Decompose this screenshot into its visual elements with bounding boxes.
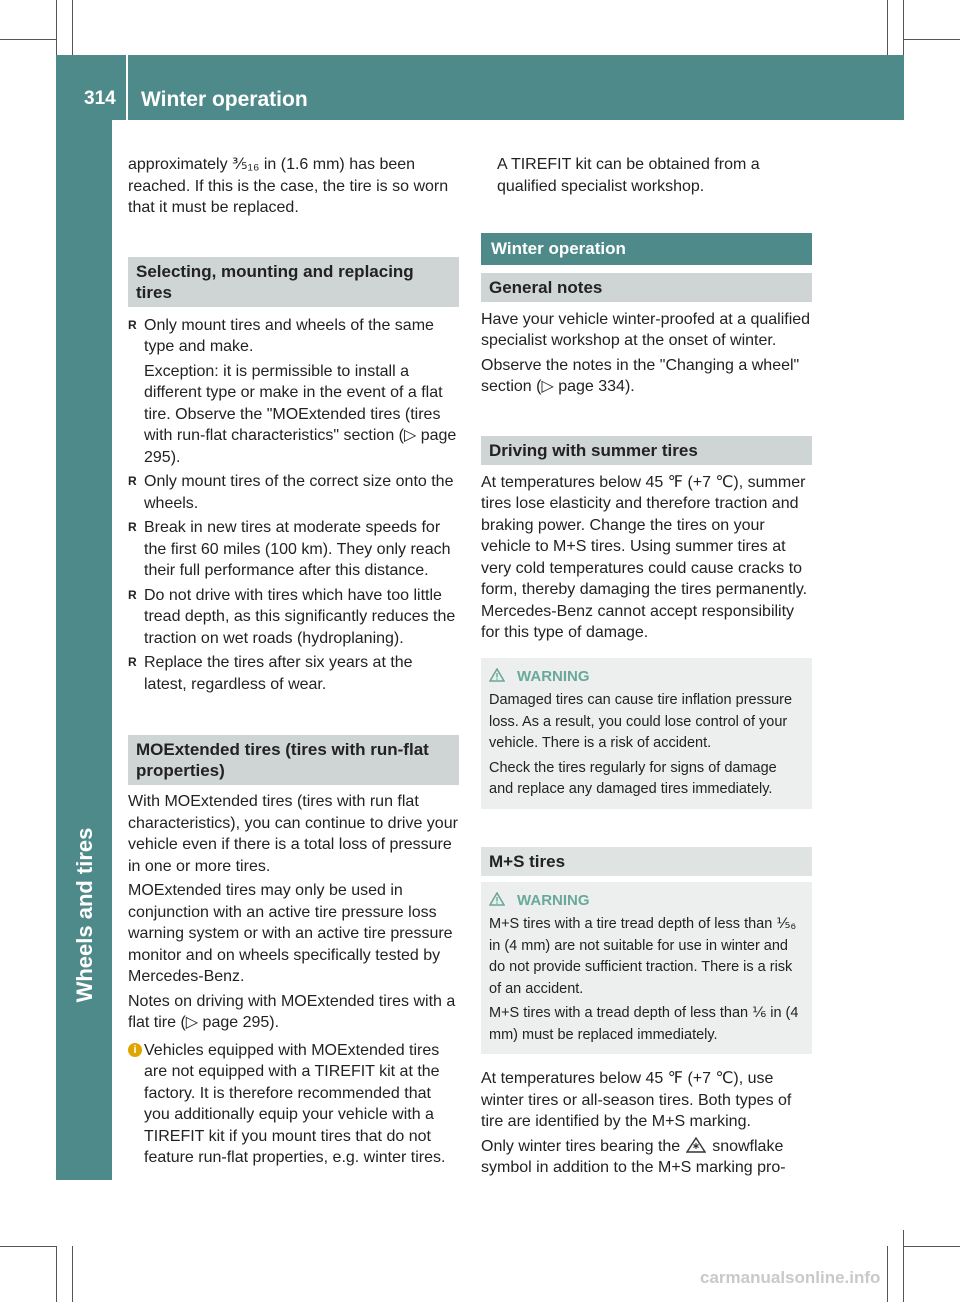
- crop-mark: [0, 1246, 56, 1247]
- warning-title: WARNING: [517, 667, 590, 685]
- info-note: [128, 1040, 459, 1169]
- crop-mark: [72, 1246, 73, 1302]
- warning-box: [481, 882, 812, 1055]
- list-item: R Only mount tires of the correct size onto the wheels.: [128, 471, 459, 514]
- warning-text: M+S tires with a tire tread depth of less than ⅕₆ in (4 mm) are not suitable for use in winter and do not provide sufficient traction. There is a risk of an accident.: [489, 916, 797, 997]
- section-title-ms-tires: M+S tires: [481, 847, 812, 876]
- crop-mark: [56, 1246, 57, 1302]
- warning-title: WARNING: [517, 891, 590, 909]
- tirefit-note: A TIREFIT kit can be obtained from a qualified specialist workshop.: [497, 156, 760, 195]
- crop-mark: [904, 39, 960, 40]
- crop-mark: [887, 0, 888, 55]
- paragraph: With MOExtended tires (tires with run flat characteristics), you can continue to drive your vehicle even if there is a total loss of pressure in one or more tires.: [128, 793, 458, 875]
- paragraph: At temperatures below 45 ℉ (+7 ℃), use winter tires or all-season tires. Both types of tire are identified by the M+S marking.: [481, 1070, 792, 1130]
- section-title-general-notes: General notes: [481, 273, 812, 302]
- info-note-text: Vehicles equipped with MOExtended tires are not equipped with a TIREFIT kit at the factory. It is therefore recommended that you additionally equip your vehicle with a TIREFIT kit if you mount tires that do not feature run-flat properties, e.g. winter tires.: [144, 1041, 446, 1166]
- warning-icon: [489, 892, 505, 906]
- section-title-selecting: Selecting, mounting and replacing tires: [128, 257, 459, 307]
- info-icon: i: [128, 1043, 142, 1057]
- snowflake-mountain-icon: [686, 1137, 706, 1153]
- paragraph: Have your vehicle winter-proofed at a qualified specialist workshop at the onset of winter.: [481, 310, 811, 349]
- warning-text: M+S tires with a tread depth of less than ⅙ in (4 mm) must be replaced immediately.: [489, 1005, 799, 1043]
- paragraph-text: Only winter tires bearing the: [481, 1137, 681, 1155]
- paragraph: [481, 1136, 812, 1179]
- paragraph: Observe the notes in the "Changing a wheel" section (▷ page 334).: [481, 356, 800, 395]
- crop-mark: [887, 1246, 888, 1302]
- list-item: R Do not drive with tires which have too little tread depth, as this significantly reduces the traction on wet roads (hydroplaning).: [128, 585, 459, 650]
- paragraph: Notes on driving with MOExtended tires with a flat tire (▷ page 295).: [128, 992, 456, 1031]
- watermark: carmanualsonline.info: [700, 1268, 881, 1287]
- warning-box: [481, 658, 812, 809]
- crop-mark: [0, 39, 56, 40]
- crop-mark: [903, 0, 904, 55]
- warning-text: Check the tires regularly for signs of damage and replace any damaged tires immediately.: [489, 759, 777, 797]
- warning-header: [489, 890, 804, 913]
- list-item: R Replace the tires after six years at the latest, regardless of wear.: [128, 652, 459, 695]
- paragraph: At temperatures below 45 ℉ (+7 ℃), summer tires lose elasticity and therefore traction and braking power. Change the tires on your vehicle to M+S tires. Using summer tires at very cold temperatures could cause cracks to form, thereby damaging the tires permanently. Mercedes-Benz cannot accept responsibility for this type of damage.: [481, 473, 808, 641]
- warning-icon: [489, 668, 505, 682]
- section-title-moextended: MOExtended tires (tires with run-flat properties): [128, 735, 459, 785]
- header-divider: [126, 55, 128, 120]
- left-column: [128, 154, 459, 1169]
- list-item: R Only mount tires and wheels of the same type and make.: [128, 315, 459, 358]
- warning-header: [489, 666, 804, 689]
- section-title-winter-operation: Winter operation: [481, 233, 812, 265]
- crop-mark: [72, 0, 73, 55]
- paragraph-text: snowflake symbol in addition to the M+S marking pro-: [481, 1137, 786, 1176]
- page-title: Winter operation: [141, 88, 308, 111]
- intro-paragraph: approximately ⅗₁₆ in (1.6 mm) has been reached. If this is the case, the tire is so worn that it must be replaced.: [128, 156, 449, 216]
- section-title-summer-tires: Driving with summer tires: [481, 436, 812, 465]
- crop-mark: [904, 1246, 960, 1247]
- chapter-tab-label: Wheels and tires: [72, 827, 97, 1003]
- page-number: 314: [84, 88, 116, 109]
- crop-mark: [56, 0, 57, 55]
- crop-mark: [903, 1230, 904, 1302]
- paragraph: MOExtended tires may only be used in conjunction with an active tire pressure loss warning system or with an active tire pressure monitor and on wheels specifically tested by Mercedes-Benz.: [128, 882, 453, 985]
- list-item: R Break in new tires at moderate speeds for the first 60 miles (100 km). They only reach their full performance after this distance.: [128, 517, 459, 582]
- list-item-continuation: Exception: it is permissible to install a different type or make in the event of a flat tire. Observe the "MOExtended tires (tires with run-flat characteristics" section (▷ page 295).: [144, 362, 457, 466]
- right-column: [481, 154, 812, 1182]
- warning-text: Damaged tires can cause tire inflation pressure loss. As a result, you could lose control of your vehicle. There is a risk of accident.: [489, 692, 793, 751]
